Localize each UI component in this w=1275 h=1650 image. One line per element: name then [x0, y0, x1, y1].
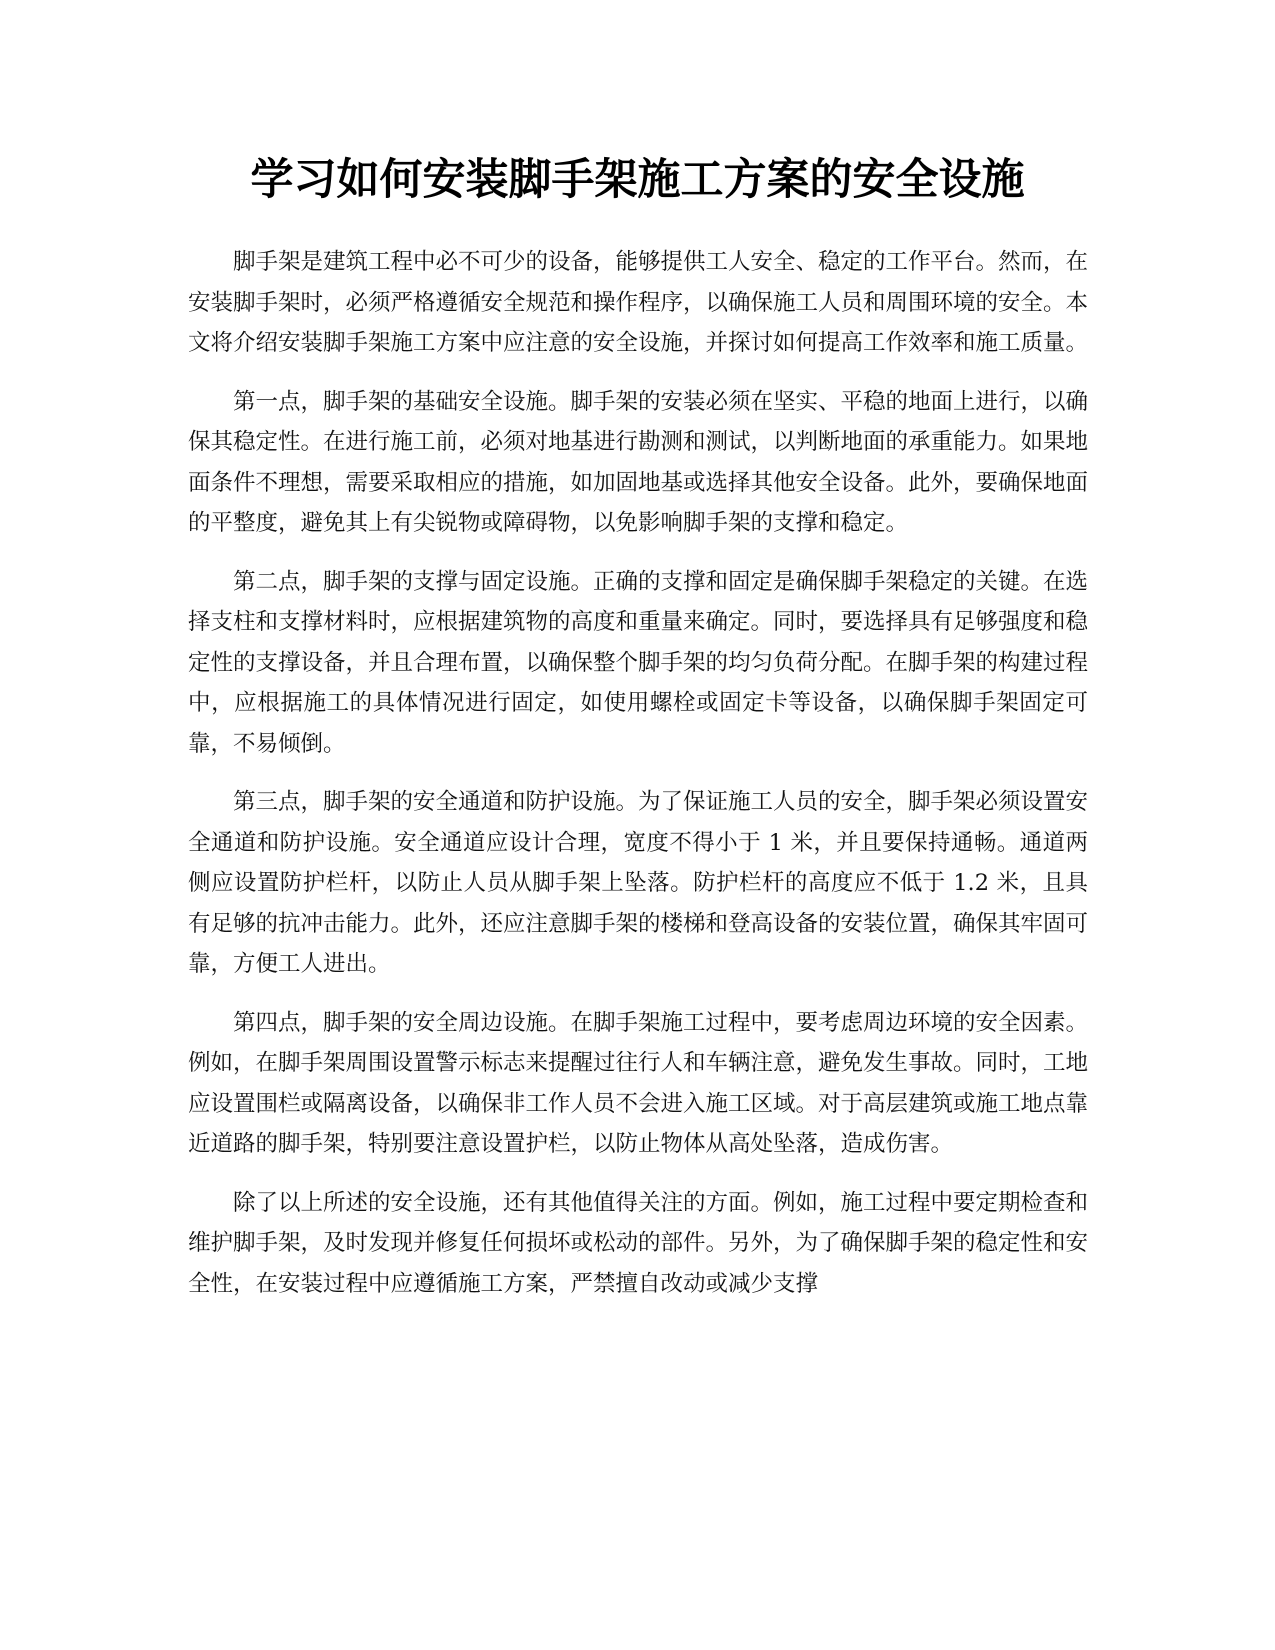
paragraph-foundation: 第一点，脚手架的基础安全设施。脚手架的安装必须在坚实、平稳的地面上进行，以确保其稳定性。在进行施工前，必须对地基进行勘测和测试，以判断地面的承重能力。如果地面条件不理想，需要采取相应的措施，如加固地基或选择其他安全设备。此外，要确保地面的平整度，避免其上有尖锐物或障碍物，以免影响脚手架的支撑和稳定。: [188, 388, 1089, 536]
document-title: 学习如何安装脚手架施工方案的安全设施: [250, 155, 1025, 205]
paragraph-passage: 第三点，脚手架的安全通道和防护设施。为了保证施工人员的安全，脚手架必须设置安全通道和防护设施。安全通道应设计合理，宽度不得小于 1 米，并且要保持通畅。通道两侧应设置防护栏杆，以防止人员从脚手架上坠落。防护栏杆的高度应不低于 1.2 米，且具有足够的抗冲击能力。此外，还应注意脚手架的楼梯和登高设备的安装位置，确保其牢固可靠，方便工人进出。: [188, 789, 1089, 977]
paragraph-intro: 脚手架是建筑工程中必不可少的设备，能够提供工人安全、稳定的工作平台。然而，在安装脚手架时，必须严格遵循安全规范和操作程序，以确保施工人员和周围环境的安全。本文将介绍安装脚手架施工方案中应注意的安全设施，并探讨如何提高工作效率和施工质量。: [188, 249, 1089, 356]
paragraph-perimeter: 第四点，脚手架的安全周边设施。在脚手架施工过程中，要考虑周边环境的安全因素。例如，在脚手架周围设置警示标志来提醒过往行人和车辆注意，避免发生事故。同时，工地应设置围栏或隔离设备，以确保非工作人员不会进入施工区域。对于高层建筑或施工地点靠近道路的脚手架，特别要注意设置护栏，以防止物体从高处坠落，造成伤害。: [188, 1009, 1089, 1157]
paragraph-support: 第二点，脚手架的支撑与固定设施。正确的支撑和固定是确保脚手架稳定的关键。在选择支柱和支撑材料时，应根据建筑物的高度和重量来确定。同时，要选择具有足够强度和稳定性的支撑设备，并且合理布置，以确保整个脚手架的均匀负荷分配。在脚手架的构建过程中，应根据施工的具体情况进行固定，如使用螺栓或固定卡等设备，以确保脚手架固定可靠，不易倾倒。: [188, 568, 1089, 757]
paragraph-other: 除了以上所述的安全设施，还有其他值得关注的方面。例如，施工过程中要定期检查和维护脚手架，及时发现并修复任何损坏或松动的部件。另外，为了确保脚手架的稳定性和安全性，在安装过程中应遵循施工方案，严禁擅自改动或减少支撑: [188, 1189, 1089, 1297]
document-body: [188, 242, 1088, 1322]
